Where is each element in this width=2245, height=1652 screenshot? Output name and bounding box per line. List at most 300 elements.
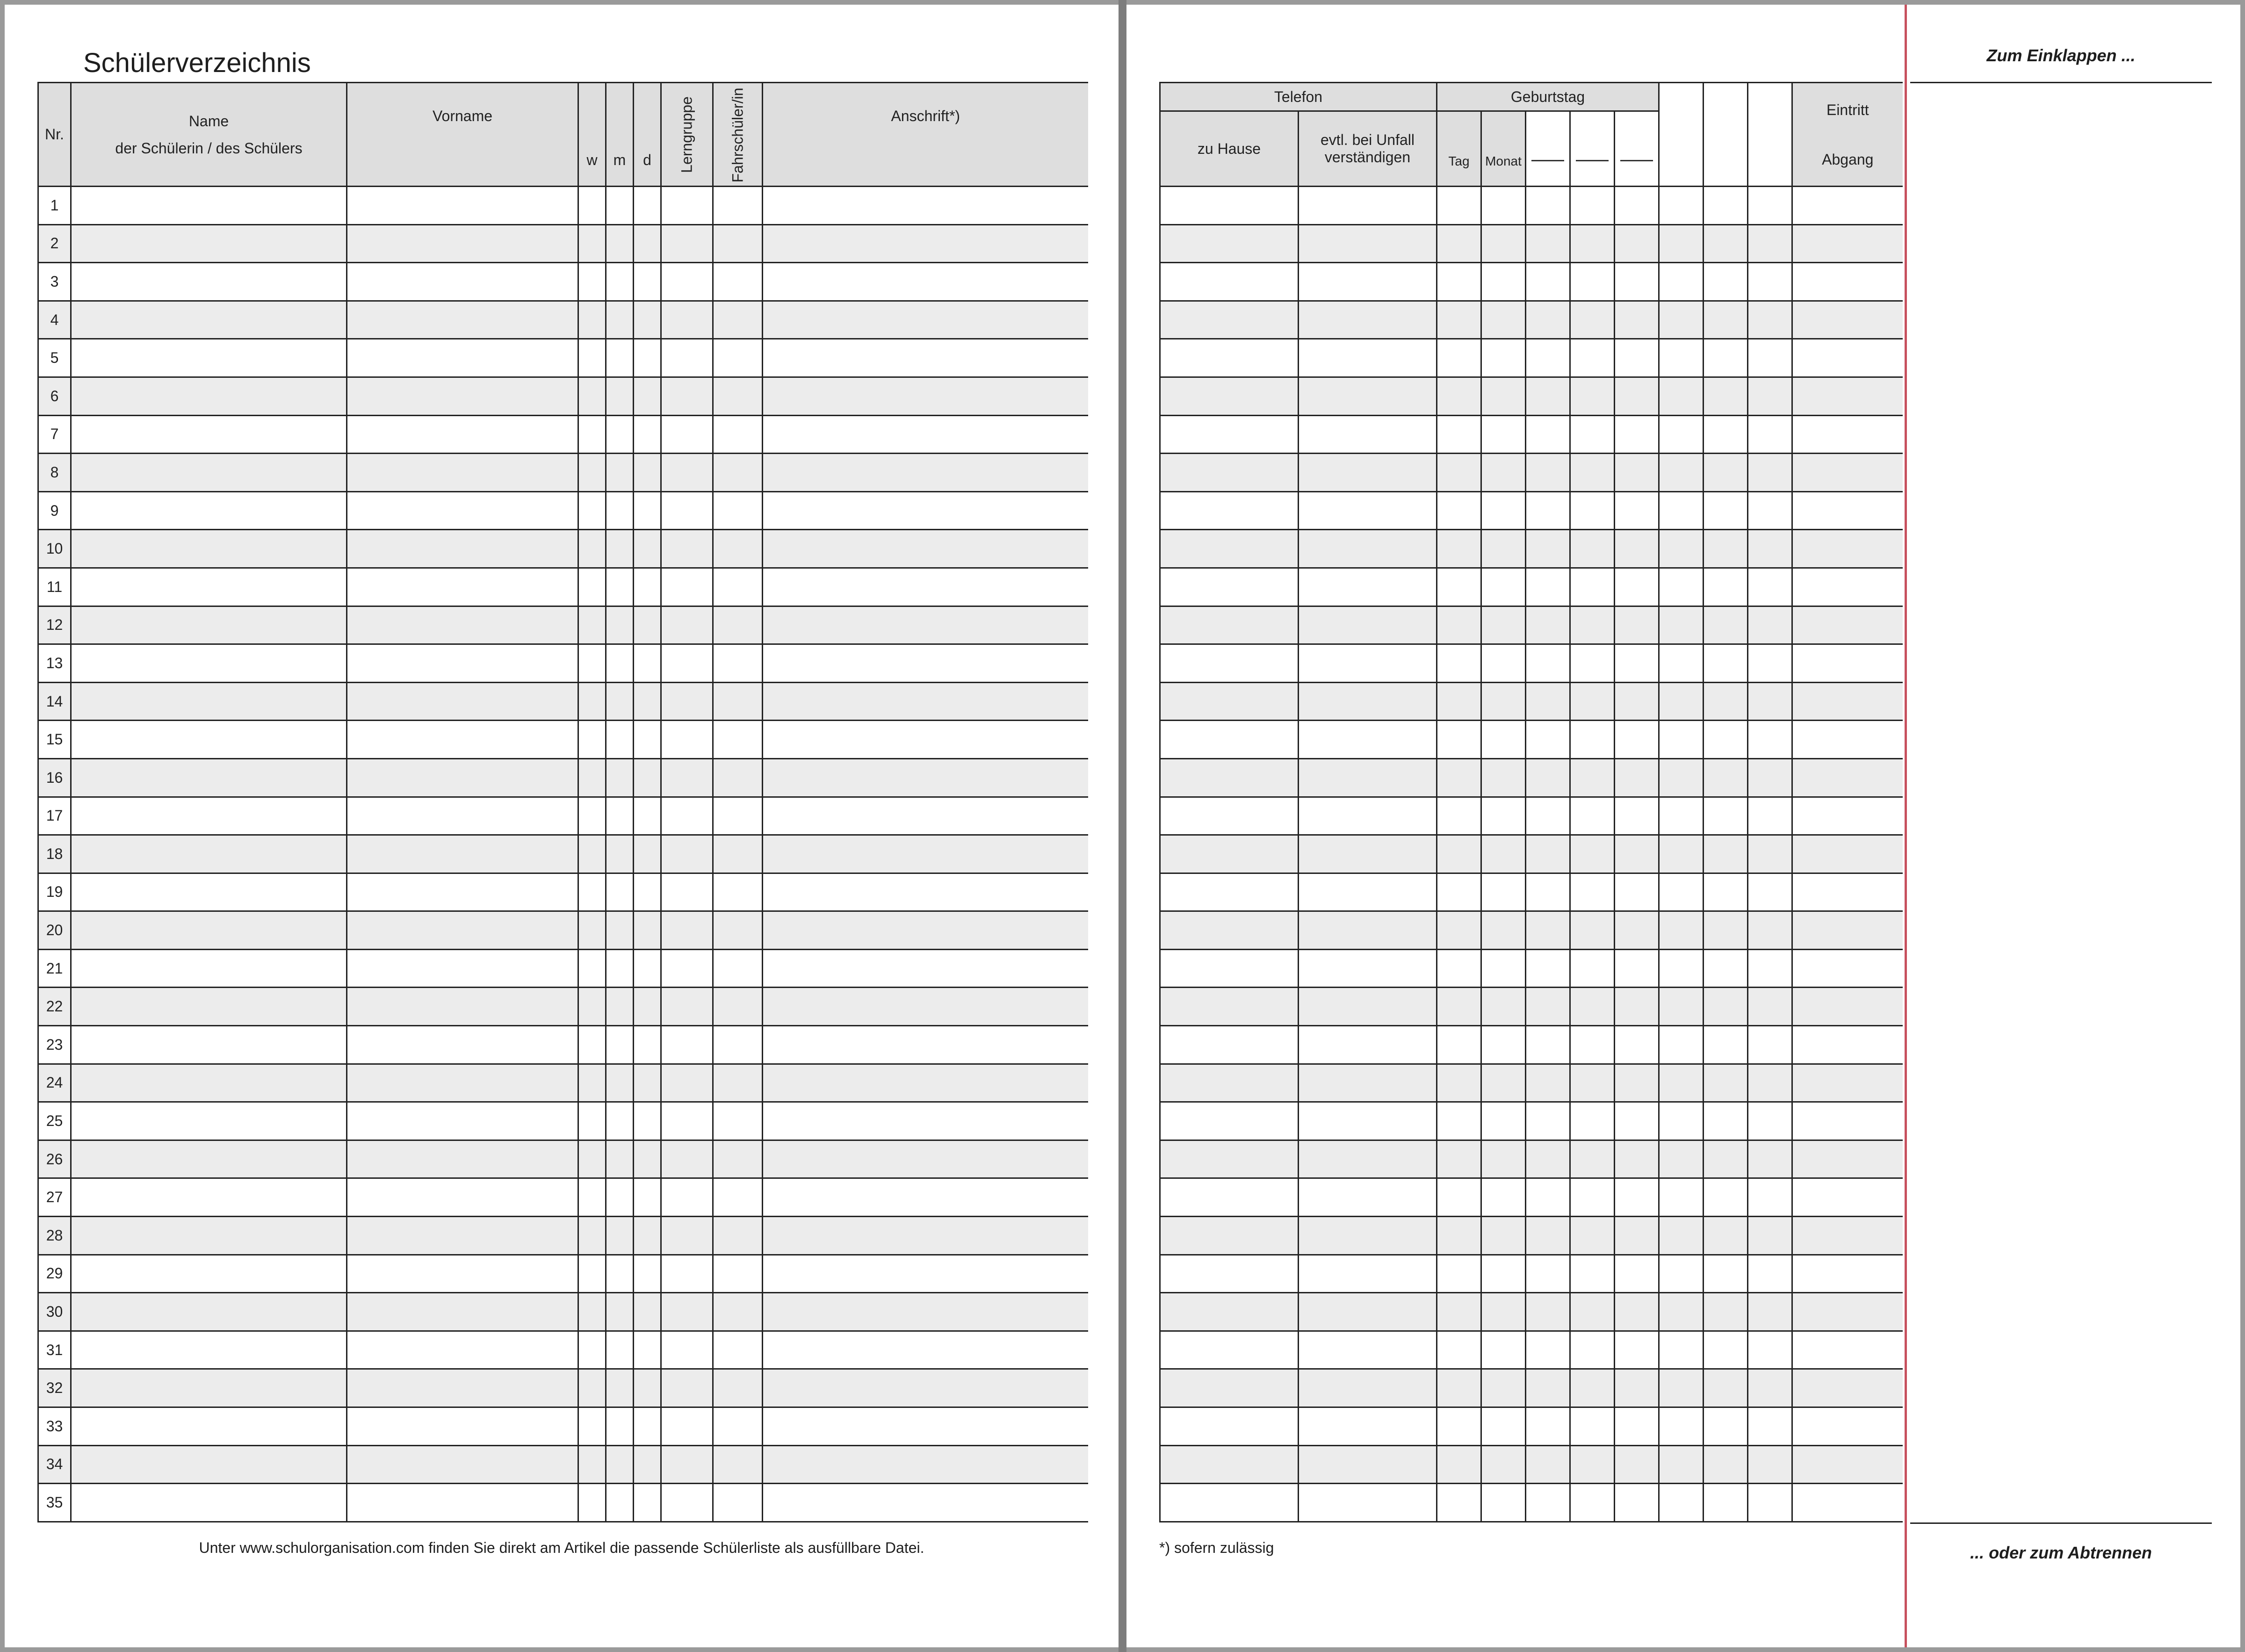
entry-cell[interactable]	[1481, 1102, 1526, 1140]
entry-cell[interactable]	[1792, 1293, 1903, 1331]
entry-cell[interactable]	[1437, 530, 1481, 568]
entry-cell[interactable]	[1526, 606, 1570, 644]
entry-cell[interactable]	[347, 797, 578, 835]
entry-cell[interactable]	[1792, 1064, 1903, 1102]
entry-cell[interactable]	[634, 1102, 661, 1140]
entry-cell[interactable]	[1704, 263, 1748, 301]
entry-cell[interactable]	[347, 568, 578, 606]
entry-cell[interactable]	[1299, 644, 1437, 683]
entry-cell[interactable]	[347, 1178, 578, 1217]
entry-cell[interactable]	[606, 606, 634, 644]
entry-cell[interactable]	[1659, 1484, 1704, 1522]
entry-cell[interactable]	[1526, 911, 1570, 950]
entry-cell[interactable]	[1659, 1026, 1704, 1064]
entry-cell[interactable]	[1704, 644, 1748, 683]
entry-cell[interactable]	[1570, 454, 1615, 492]
entry-cell[interactable]	[347, 988, 578, 1026]
entry-cell[interactable]	[1704, 1407, 1748, 1446]
entry-cell[interactable]	[713, 682, 763, 721]
entry-cell[interactable]	[634, 873, 661, 911]
entry-cell[interactable]	[1570, 758, 1615, 797]
entry-cell[interactable]	[578, 758, 606, 797]
entry-cell[interactable]	[347, 911, 578, 950]
entry-cell[interactable]	[71, 224, 347, 263]
entry-cell[interactable]	[71, 1484, 347, 1522]
entry-cell[interactable]	[606, 415, 634, 454]
entry-cell[interactable]	[1748, 301, 1792, 339]
entry-cell[interactable]	[1299, 263, 1437, 301]
entry-cell[interactable]	[606, 491, 634, 530]
entry-cell[interactable]	[713, 415, 763, 454]
entry-cell[interactable]	[1704, 1445, 1748, 1484]
entry-cell[interactable]	[1437, 682, 1481, 721]
entry-cell[interactable]	[1570, 415, 1615, 454]
entry-cell[interactable]	[1160, 1026, 1299, 1064]
entry-cell[interactable]	[661, 491, 713, 530]
entry-cell[interactable]	[1160, 1255, 1299, 1293]
entry-cell[interactable]	[763, 1026, 1088, 1064]
entry-cell[interactable]	[1160, 682, 1299, 721]
entry-cell[interactable]	[347, 224, 578, 263]
entry-cell[interactable]	[1615, 1140, 1659, 1178]
entry-cell[interactable]	[1299, 1102, 1437, 1140]
entry-cell[interactable]	[1570, 606, 1615, 644]
entry-cell[interactable]	[1437, 835, 1481, 873]
entry-cell[interactable]	[1659, 873, 1704, 911]
entry-cell[interactable]	[634, 835, 661, 873]
entry-cell[interactable]	[634, 339, 661, 377]
entry-cell[interactable]	[1704, 1369, 1748, 1407]
entry-cell[interactable]	[1792, 263, 1903, 301]
entry-cell[interactable]	[661, 949, 713, 988]
entry-cell[interactable]	[1481, 911, 1526, 950]
entry-cell[interactable]	[71, 911, 347, 950]
entry-cell[interactable]	[1526, 1217, 1570, 1255]
entry-cell[interactable]	[578, 263, 606, 301]
entry-cell[interactable]	[347, 301, 578, 339]
entry-cell[interactable]	[1481, 873, 1526, 911]
entry-cell[interactable]	[578, 339, 606, 377]
entry-cell[interactable]	[1792, 606, 1903, 644]
entry-cell[interactable]	[1659, 301, 1704, 339]
entry-cell[interactable]	[763, 224, 1088, 263]
entry-cell[interactable]	[661, 682, 713, 721]
entry-cell[interactable]	[713, 949, 763, 988]
entry-cell[interactable]	[1299, 1140, 1437, 1178]
entry-cell[interactable]	[606, 187, 634, 225]
entry-cell[interactable]	[1526, 949, 1570, 988]
entry-cell[interactable]	[1792, 873, 1903, 911]
entry-cell[interactable]	[634, 263, 661, 301]
entry-cell[interactable]	[661, 1178, 713, 1217]
entry-cell[interactable]	[1748, 377, 1792, 415]
entry-cell[interactable]	[1437, 454, 1481, 492]
entry-cell[interactable]	[606, 263, 634, 301]
entry-cell[interactable]	[1659, 1407, 1704, 1446]
entry-cell[interactable]	[1748, 949, 1792, 988]
entry-cell[interactable]	[1615, 454, 1659, 492]
entry-cell[interactable]	[1160, 644, 1299, 683]
entry-cell[interactable]	[634, 1140, 661, 1178]
entry-cell[interactable]	[578, 1407, 606, 1446]
entry-cell[interactable]	[1615, 1102, 1659, 1140]
entry-cell[interactable]	[1437, 339, 1481, 377]
entry-cell[interactable]	[1748, 530, 1792, 568]
entry-cell[interactable]	[71, 1217, 347, 1255]
entry-cell[interactable]	[1526, 454, 1570, 492]
entry-cell[interactable]	[71, 835, 347, 873]
entry-cell[interactable]	[1160, 224, 1299, 263]
entry-cell[interactable]	[634, 454, 661, 492]
entry-cell[interactable]	[1748, 263, 1792, 301]
entry-cell[interactable]	[1748, 873, 1792, 911]
entry-cell[interactable]	[1748, 721, 1792, 759]
entry-cell[interactable]	[713, 1255, 763, 1293]
entry-cell[interactable]	[763, 1331, 1088, 1369]
entry-cell[interactable]	[1299, 1178, 1437, 1217]
entry-cell[interactable]	[1481, 758, 1526, 797]
entry-cell[interactable]	[1481, 721, 1526, 759]
entry-cell[interactable]	[661, 1140, 713, 1178]
entry-cell[interactable]	[606, 1140, 634, 1178]
entry-cell[interactable]	[1481, 415, 1526, 454]
entry-cell[interactable]	[1792, 949, 1903, 988]
entry-cell[interactable]	[661, 1026, 713, 1064]
entry-cell[interactable]	[763, 1217, 1088, 1255]
entry-cell[interactable]	[1792, 568, 1903, 606]
entry-cell[interactable]	[1526, 1369, 1570, 1407]
entry-cell[interactable]	[661, 1217, 713, 1255]
entry-cell[interactable]	[606, 568, 634, 606]
entry-cell[interactable]	[634, 377, 661, 415]
entry-cell[interactable]	[1704, 339, 1748, 377]
entry-cell[interactable]	[1570, 911, 1615, 950]
entry-cell[interactable]	[1659, 1064, 1704, 1102]
entry-cell[interactable]	[1615, 301, 1659, 339]
entry-cell[interactable]	[1704, 873, 1748, 911]
entry-cell[interactable]	[763, 187, 1088, 225]
entry-cell[interactable]	[1570, 1293, 1615, 1331]
entry-cell[interactable]	[1437, 1445, 1481, 1484]
entry-cell[interactable]	[661, 1064, 713, 1102]
entry-cell[interactable]	[1704, 530, 1748, 568]
entry-cell[interactable]	[1570, 377, 1615, 415]
entry-cell[interactable]	[1570, 1484, 1615, 1522]
entry-cell[interactable]	[1792, 644, 1903, 683]
entry-cell[interactable]	[606, 224, 634, 263]
entry-cell[interactable]	[1792, 835, 1903, 873]
entry-cell[interactable]	[1615, 873, 1659, 911]
entry-cell[interactable]	[713, 873, 763, 911]
entry-cell[interactable]	[1570, 644, 1615, 683]
entry-cell[interactable]	[578, 1369, 606, 1407]
entry-cell[interactable]	[1704, 491, 1748, 530]
entry-cell[interactable]	[763, 721, 1088, 759]
entry-cell[interactable]	[347, 644, 578, 683]
entry-cell[interactable]	[578, 415, 606, 454]
entry-cell[interactable]	[578, 530, 606, 568]
entry-cell[interactable]	[713, 797, 763, 835]
entry-cell[interactable]	[634, 911, 661, 950]
entry-cell[interactable]	[1481, 644, 1526, 683]
entry-cell[interactable]	[1792, 1331, 1903, 1369]
entry-cell[interactable]	[578, 873, 606, 911]
entry-cell[interactable]	[347, 1293, 578, 1331]
entry-cell[interactable]	[634, 682, 661, 721]
entry-cell[interactable]	[1299, 797, 1437, 835]
entry-cell[interactable]	[1704, 1293, 1748, 1331]
entry-cell[interactable]	[71, 568, 347, 606]
entry-cell[interactable]	[1526, 1484, 1570, 1522]
entry-cell[interactable]	[1299, 1064, 1437, 1102]
entry-cell[interactable]	[606, 835, 634, 873]
entry-cell[interactable]	[347, 1140, 578, 1178]
entry-cell[interactable]	[1659, 911, 1704, 950]
entry-cell[interactable]	[1437, 644, 1481, 683]
entry-cell[interactable]	[1437, 301, 1481, 339]
entry-cell[interactable]	[71, 758, 347, 797]
entry-cell[interactable]	[1615, 1178, 1659, 1217]
entry-cell[interactable]	[1160, 835, 1299, 873]
entry-cell[interactable]	[713, 721, 763, 759]
entry-cell[interactable]	[1299, 1255, 1437, 1293]
entry-cell[interactable]	[1299, 606, 1437, 644]
entry-cell[interactable]	[1659, 187, 1704, 225]
entry-cell[interactable]	[1526, 224, 1570, 263]
entry-cell[interactable]	[578, 1064, 606, 1102]
entry-cell[interactable]	[71, 1102, 347, 1140]
entry-cell[interactable]	[1437, 224, 1481, 263]
entry-cell[interactable]	[1570, 568, 1615, 606]
entry-cell[interactable]	[1570, 224, 1615, 263]
entry-cell[interactable]	[661, 644, 713, 683]
entry-cell[interactable]	[1615, 1407, 1659, 1446]
entry-cell[interactable]	[578, 1484, 606, 1522]
entry-cell[interactable]	[347, 377, 578, 415]
entry-cell[interactable]	[1570, 873, 1615, 911]
entry-cell[interactable]	[578, 797, 606, 835]
entry-cell[interactable]	[763, 797, 1088, 835]
entry-cell[interactable]	[713, 988, 763, 1026]
entry-cell[interactable]	[1299, 377, 1437, 415]
entry-cell[interactable]	[763, 454, 1088, 492]
entry-cell[interactable]	[1299, 682, 1437, 721]
entry-cell[interactable]	[661, 873, 713, 911]
entry-cell[interactable]	[1704, 415, 1748, 454]
entry-cell[interactable]	[347, 1369, 578, 1407]
entry-cell[interactable]	[1659, 530, 1704, 568]
entry-cell[interactable]	[1437, 568, 1481, 606]
entry-cell[interactable]	[661, 1331, 713, 1369]
entry-cell[interactable]	[347, 1217, 578, 1255]
entry-cell[interactable]	[606, 1293, 634, 1331]
entry-cell[interactable]	[1437, 797, 1481, 835]
entry-cell[interactable]	[1792, 415, 1903, 454]
entry-cell[interactable]	[1526, 988, 1570, 1026]
entry-cell[interactable]	[1704, 988, 1748, 1026]
entry-cell[interactable]	[71, 949, 347, 988]
entry-cell[interactable]	[1160, 301, 1299, 339]
entry-cell[interactable]	[1792, 491, 1903, 530]
entry-cell[interactable]	[1481, 1407, 1526, 1446]
entry-cell[interactable]	[606, 1369, 634, 1407]
entry-cell[interactable]	[606, 644, 634, 683]
entry-cell[interactable]	[71, 263, 347, 301]
entry-cell[interactable]	[71, 1407, 347, 1446]
entry-cell[interactable]	[1748, 1178, 1792, 1217]
entry-cell[interactable]	[347, 263, 578, 301]
entry-cell[interactable]	[763, 1484, 1088, 1522]
entry-cell[interactable]	[1481, 1255, 1526, 1293]
entry-cell[interactable]	[1570, 187, 1615, 225]
entry-cell[interactable]	[763, 1140, 1088, 1178]
entry-cell[interactable]	[1792, 682, 1903, 721]
entry-cell[interactable]	[1659, 644, 1704, 683]
entry-cell[interactable]	[1748, 339, 1792, 377]
entry-cell[interactable]	[1160, 1140, 1299, 1178]
entry-cell[interactable]	[1570, 1369, 1615, 1407]
entry-cell[interactable]	[1659, 1178, 1704, 1217]
entry-cell[interactable]	[578, 568, 606, 606]
entry-cell[interactable]	[661, 339, 713, 377]
entry-cell[interactable]	[1615, 949, 1659, 988]
entry-cell[interactable]	[1160, 263, 1299, 301]
entry-cell[interactable]	[347, 1026, 578, 1064]
entry-cell[interactable]	[763, 911, 1088, 950]
entry-cell[interactable]	[606, 454, 634, 492]
entry-cell[interactable]	[1481, 377, 1526, 415]
entry-cell[interactable]	[1704, 1102, 1748, 1140]
entry-cell[interactable]	[713, 606, 763, 644]
entry-cell[interactable]	[606, 377, 634, 415]
entry-cell[interactable]	[1659, 491, 1704, 530]
entry-cell[interactable]	[1160, 1064, 1299, 1102]
entry-cell[interactable]	[713, 1064, 763, 1102]
entry-cell[interactable]	[1526, 1331, 1570, 1369]
entry-cell[interactable]	[713, 1217, 763, 1255]
entry-cell[interactable]	[347, 758, 578, 797]
entry-cell[interactable]	[1299, 491, 1437, 530]
entry-cell[interactable]	[1792, 1255, 1903, 1293]
entry-cell[interactable]	[1704, 1255, 1748, 1293]
entry-cell[interactable]	[1299, 415, 1437, 454]
entry-cell[interactable]	[1659, 721, 1704, 759]
entry-cell[interactable]	[606, 949, 634, 988]
entry-cell[interactable]	[1792, 339, 1903, 377]
entry-cell[interactable]	[1748, 1369, 1792, 1407]
entry-cell[interactable]	[1748, 988, 1792, 1026]
entry-cell[interactable]	[1160, 1331, 1299, 1369]
entry-cell[interactable]	[71, 1140, 347, 1178]
entry-cell[interactable]	[661, 1369, 713, 1407]
entry-cell[interactable]	[1704, 1178, 1748, 1217]
entry-cell[interactable]	[1299, 339, 1437, 377]
entry-cell[interactable]	[71, 1178, 347, 1217]
entry-cell[interactable]	[1526, 263, 1570, 301]
entry-cell[interactable]	[347, 1064, 578, 1102]
entry-cell[interactable]	[606, 1445, 634, 1484]
entry-cell[interactable]	[1437, 1255, 1481, 1293]
entry-cell[interactable]	[606, 1102, 634, 1140]
entry-cell[interactable]	[1659, 1140, 1704, 1178]
entry-cell[interactable]	[1704, 949, 1748, 988]
entry-cell[interactable]	[578, 911, 606, 950]
entry-cell[interactable]	[1748, 1064, 1792, 1102]
entry-cell[interactable]	[713, 1445, 763, 1484]
entry-cell[interactable]	[1615, 682, 1659, 721]
entry-cell[interactable]	[634, 187, 661, 225]
entry-cell[interactable]	[1526, 491, 1570, 530]
entry-cell[interactable]	[1526, 1026, 1570, 1064]
entry-cell[interactable]	[634, 415, 661, 454]
entry-cell[interactable]	[606, 1178, 634, 1217]
entry-cell[interactable]	[1659, 1102, 1704, 1140]
entry-cell[interactable]	[71, 187, 347, 225]
entry-cell[interactable]	[634, 1064, 661, 1102]
entry-cell[interactable]	[71, 606, 347, 644]
entry-cell[interactable]	[634, 721, 661, 759]
entry-cell[interactable]	[1299, 1484, 1437, 1522]
entry-cell[interactable]	[713, 377, 763, 415]
entry-cell[interactable]	[713, 911, 763, 950]
entry-cell[interactable]	[713, 1407, 763, 1446]
entry-cell[interactable]	[1659, 224, 1704, 263]
entry-cell[interactable]	[1704, 721, 1748, 759]
entry-cell[interactable]	[1481, 797, 1526, 835]
entry-cell[interactable]	[1160, 911, 1299, 950]
entry-cell[interactable]	[1748, 606, 1792, 644]
entry-cell[interactable]	[713, 339, 763, 377]
entry-cell[interactable]	[71, 339, 347, 377]
entry-cell[interactable]	[713, 1331, 763, 1369]
entry-cell[interactable]	[1704, 911, 1748, 950]
entry-cell[interactable]	[763, 377, 1088, 415]
entry-cell[interactable]	[1299, 721, 1437, 759]
entry-cell[interactable]	[634, 1369, 661, 1407]
entry-cell[interactable]	[606, 1407, 634, 1446]
entry-cell[interactable]	[1437, 606, 1481, 644]
entry-cell[interactable]	[763, 682, 1088, 721]
entry-cell[interactable]	[1481, 339, 1526, 377]
entry-cell[interactable]	[1526, 339, 1570, 377]
entry-cell[interactable]	[347, 1407, 578, 1446]
entry-cell[interactable]	[606, 682, 634, 721]
entry-cell[interactable]	[1704, 1331, 1748, 1369]
entry-cell[interactable]	[1704, 758, 1748, 797]
entry-cell[interactable]	[1748, 1445, 1792, 1484]
entry-cell[interactable]	[1437, 1102, 1481, 1140]
entry-cell[interactable]	[763, 1102, 1088, 1140]
entry-cell[interactable]	[71, 1064, 347, 1102]
entry-cell[interactable]	[763, 491, 1088, 530]
entry-cell[interactable]	[1481, 263, 1526, 301]
entry-cell[interactable]	[1437, 1331, 1481, 1369]
entry-cell[interactable]	[1299, 1445, 1437, 1484]
entry-cell[interactable]	[634, 1255, 661, 1293]
entry-cell[interactable]	[1526, 682, 1570, 721]
entry-cell[interactable]	[1526, 797, 1570, 835]
entry-cell[interactable]	[1704, 377, 1748, 415]
entry-cell[interactable]	[578, 1293, 606, 1331]
entry-cell[interactable]	[1704, 187, 1748, 225]
entry-cell[interactable]	[347, 682, 578, 721]
entry-cell[interactable]	[1748, 224, 1792, 263]
entry-cell[interactable]	[347, 454, 578, 492]
entry-cell[interactable]	[634, 1026, 661, 1064]
entry-cell[interactable]	[1615, 1255, 1659, 1293]
entry-cell[interactable]	[713, 1369, 763, 1407]
entry-cell[interactable]	[1792, 1484, 1903, 1522]
